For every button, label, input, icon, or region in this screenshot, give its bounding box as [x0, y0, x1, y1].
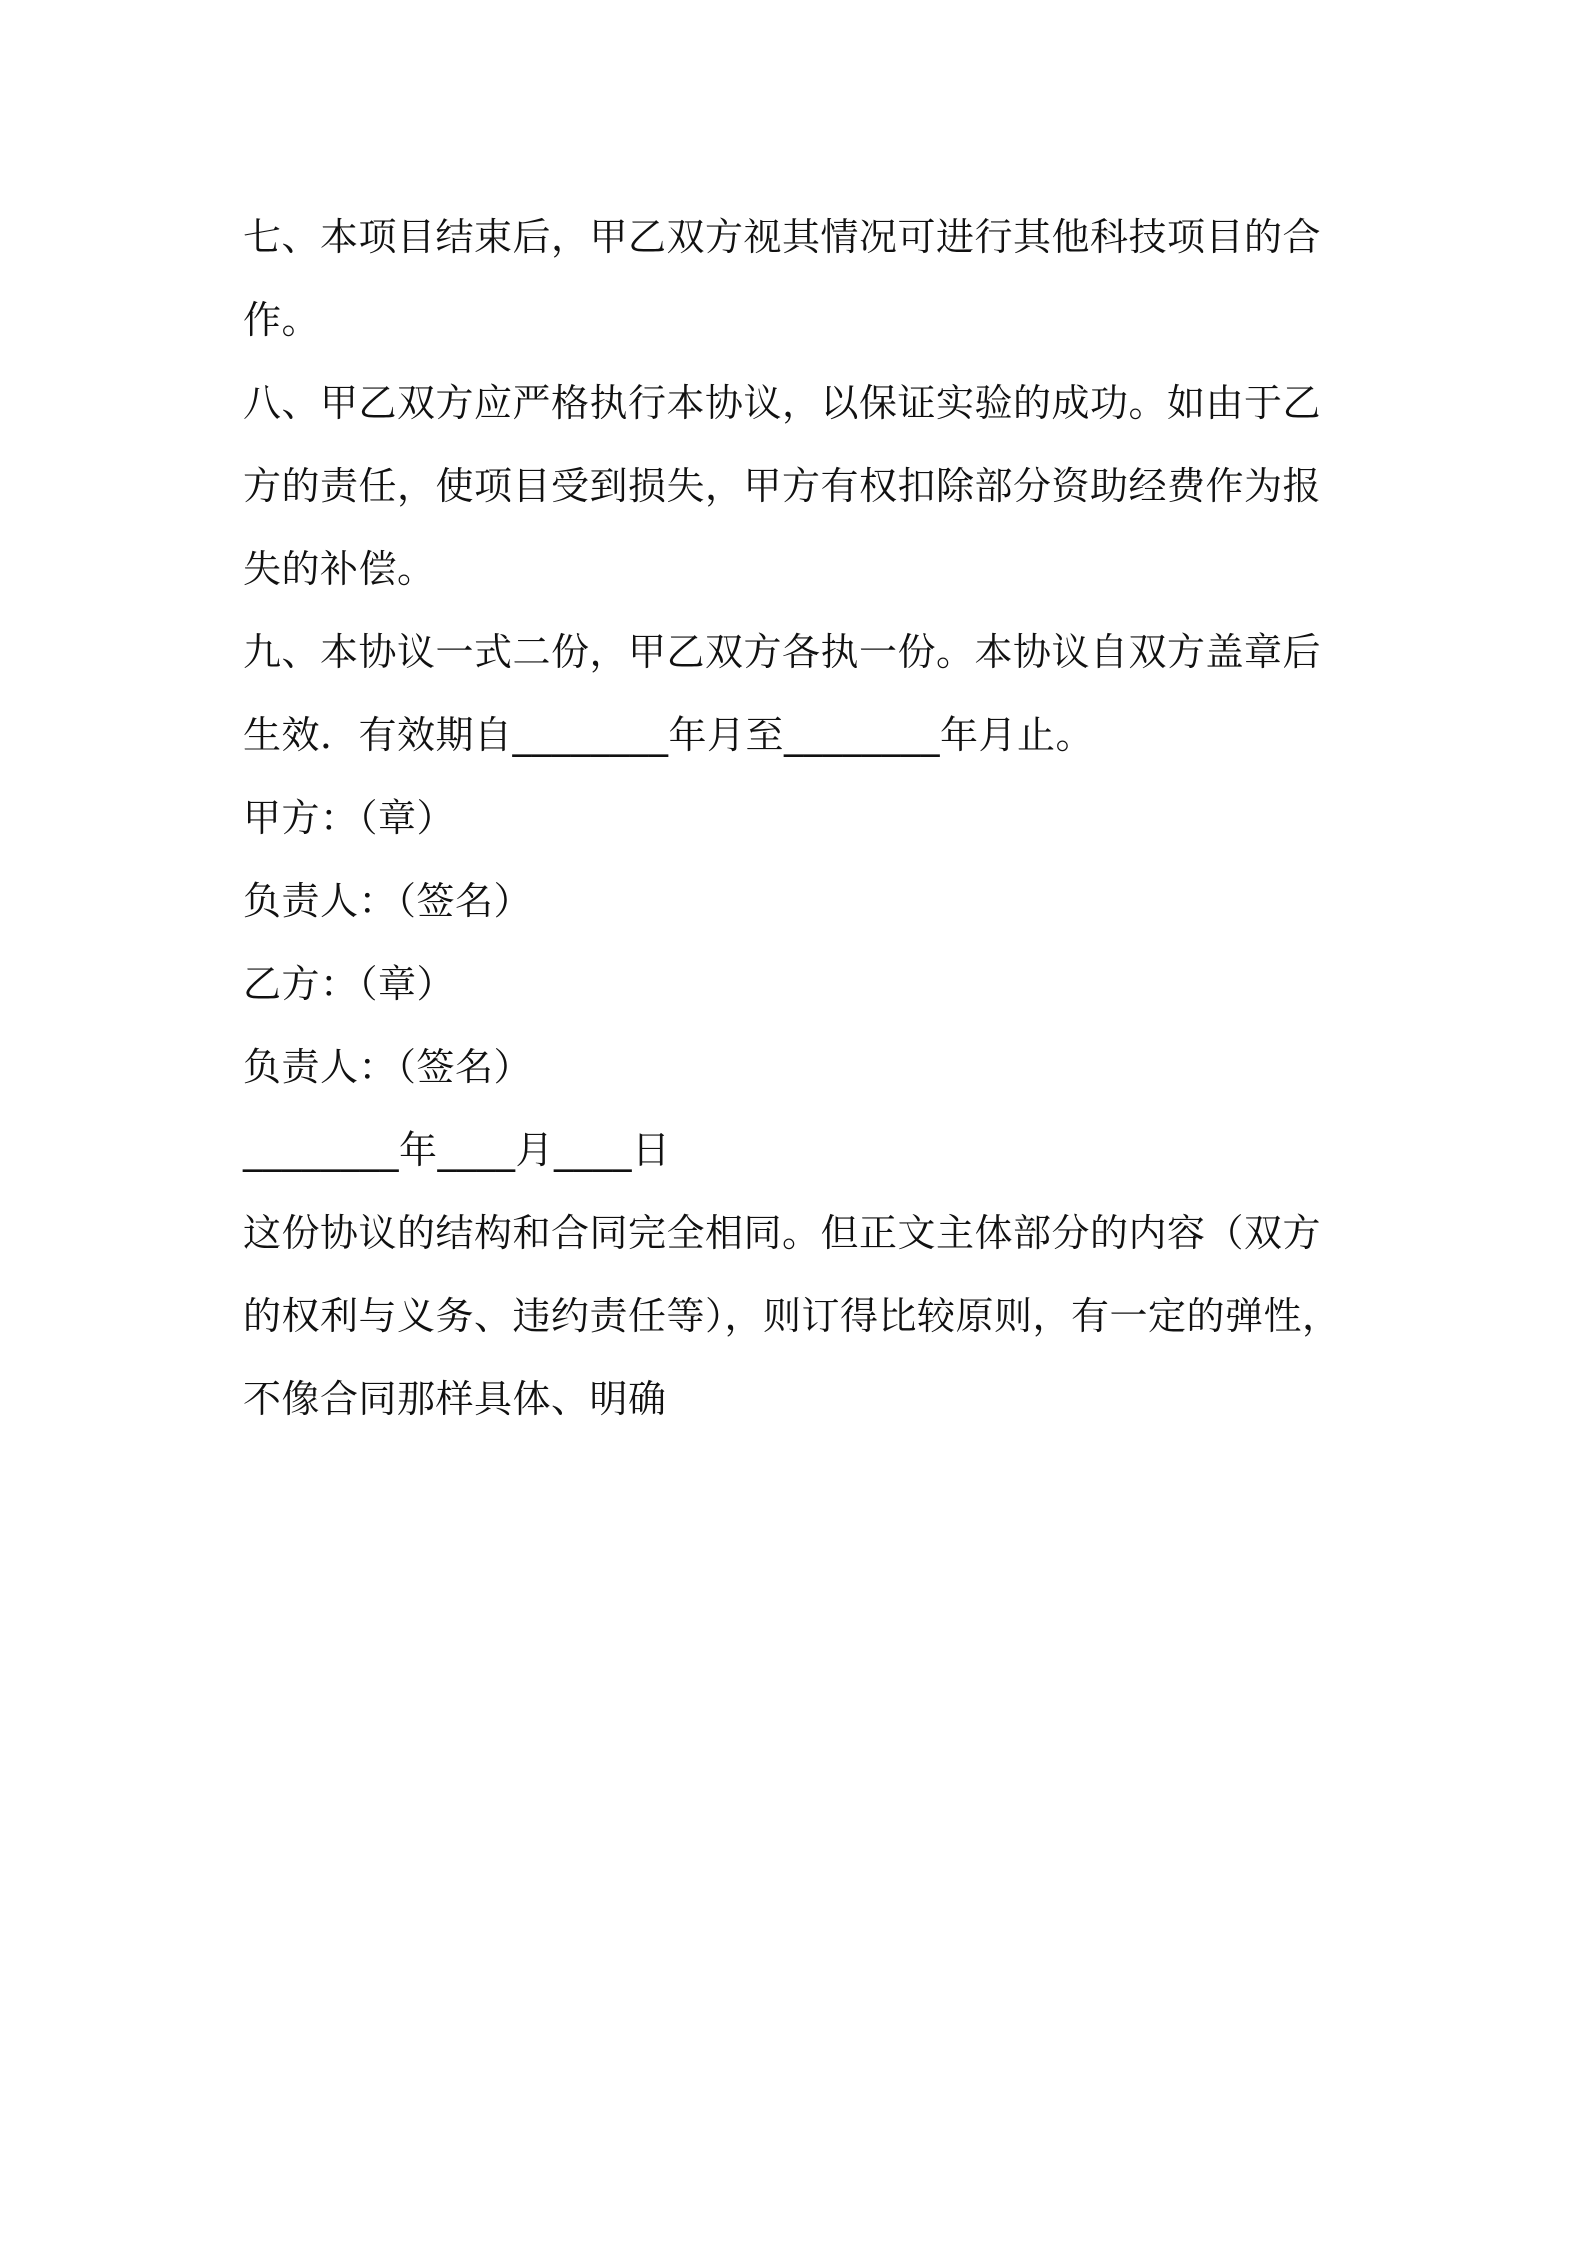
clause-8-line-1: 八、甲乙双方应严格执行本协议，以保证实验的成功。如由于乙 — [243, 381, 1322, 425]
note-line-3: 不像合同那样具体、明确 — [243, 1377, 667, 1421]
party-a-signatory: 负责人：（签名） — [243, 879, 533, 923]
clause-7-line-1: 七、本项目结束后，甲乙双方视其情况可进行其他科技项目的合 — [243, 215, 1322, 259]
party-b-seal: 乙方：（章） — [243, 962, 456, 1006]
date-line: ________年____月____日 — [243, 1128, 671, 1172]
party-b-signatory: 负责人：（签名） — [243, 1045, 533, 1089]
note-line-1: 这份协议的结构和合同完全相同。但正文主体部分的内容（双方 — [243, 1211, 1322, 1255]
clause-7-line-2: 作。 — [243, 298, 321, 342]
clause-8-line-3: 失的补偿。 — [243, 547, 436, 591]
note-line-2: 的权利与义务、违约责任等），则订得比较原则，有一定的弹性， — [243, 1294, 1341, 1338]
party-a-seal: 甲方：（章） — [243, 796, 456, 840]
clause-9-line-2: 生效．有效期自________年月至________年月止。 — [243, 713, 1095, 757]
clause-9-line-1: 九、本协议一式二份，甲乙双方各执一份。本协议自双方盖章后 — [243, 630, 1322, 674]
clause-8-line-2: 方的责任，使项目受到损失，甲方有权扣除部分资助经费作为报 — [243, 464, 1322, 508]
document-body — [243, 196, 1373, 1441]
